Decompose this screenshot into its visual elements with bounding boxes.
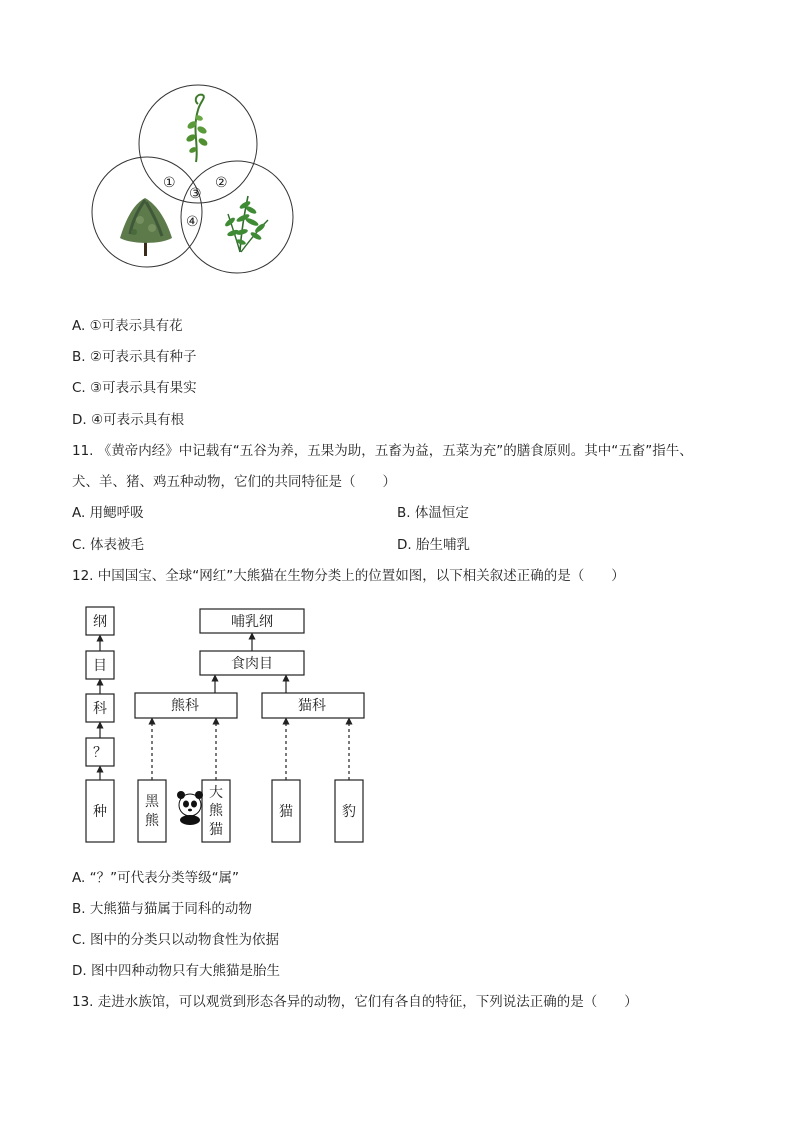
- order-carnivora: 食肉目: [231, 656, 273, 672]
- q12-option-d: D. 图中四种动物只有大熊猫是胎生: [72, 963, 280, 979]
- q12-option-b: B. 大熊猫与猫属于同科的动物: [72, 901, 252, 917]
- black-bear-char-2: 熊: [145, 813, 159, 829]
- class-mammalia: 哺乳纲: [231, 614, 273, 630]
- rank-class: 纲: [93, 614, 107, 630]
- q11-option-a: A. 用鳃呼吸: [72, 505, 144, 521]
- q10-option-a: A. ①可表示具有花: [72, 318, 183, 334]
- venn-mark-4: ④: [186, 214, 199, 230]
- venn-mark-3: ③: [189, 186, 202, 202]
- black-bear-char-1: 黑: [145, 794, 159, 810]
- rank-order: 目: [93, 658, 107, 674]
- q11-stem-line2: 犬、羊、猪、鸡五种动物，它们的共同特征是（ ）: [72, 474, 396, 490]
- panda-icon: [177, 791, 203, 825]
- q10-option-c: C. ③可表示具有果实: [72, 380, 197, 396]
- q10-option-b: B. ②可表示具有种子: [72, 349, 197, 365]
- rank-unknown: ？: [93, 745, 107, 761]
- q11-option-c: C. 体表被毛: [72, 537, 145, 553]
- venn-mark-1: ①: [163, 175, 176, 191]
- q11-option-b: B. 体温恒定: [397, 505, 469, 521]
- q12-stem: 12. 中国国宝、全球“网红”大熊猫在生物分类上的位置如图，以下相关叙述正确的是（ ）: [72, 568, 625, 584]
- panda-char-3: 猫: [209, 822, 223, 838]
- q11-option-d: D. 胎生哺乳: [397, 537, 470, 553]
- cat-label: 猫: [279, 804, 293, 820]
- panda-char-1: 大: [209, 785, 223, 801]
- q12-option-c: C. 图中的分类只以动物食性为依据: [72, 932, 280, 948]
- family-ursidae: 熊科: [171, 698, 199, 714]
- venn-mark-2: ②: [215, 175, 228, 191]
- q11-stem-line1: 11. 《黄帝内经》中记载有“五谷为养，五果为助，五畜为益，五菜为充”的膳食原则。其中“五畜”指牛、: [72, 443, 693, 459]
- q10-option-d: D. ④可表示具有根: [72, 412, 185, 428]
- q13-stem: 13. 走进水族馆，可以观赏到形态各异的动物，它们有各自的特征，下列说法正确的是（ ）: [72, 994, 638, 1010]
- rank-species: 种: [93, 804, 107, 820]
- q12-option-a: A. “？”可代表分类等级“属”: [72, 870, 240, 886]
- family-felidae: 猫科: [298, 698, 326, 714]
- panda-char-2: 熊: [209, 803, 223, 819]
- rank-family: 科: [93, 701, 107, 717]
- leopard-label: 豹: [342, 804, 356, 820]
